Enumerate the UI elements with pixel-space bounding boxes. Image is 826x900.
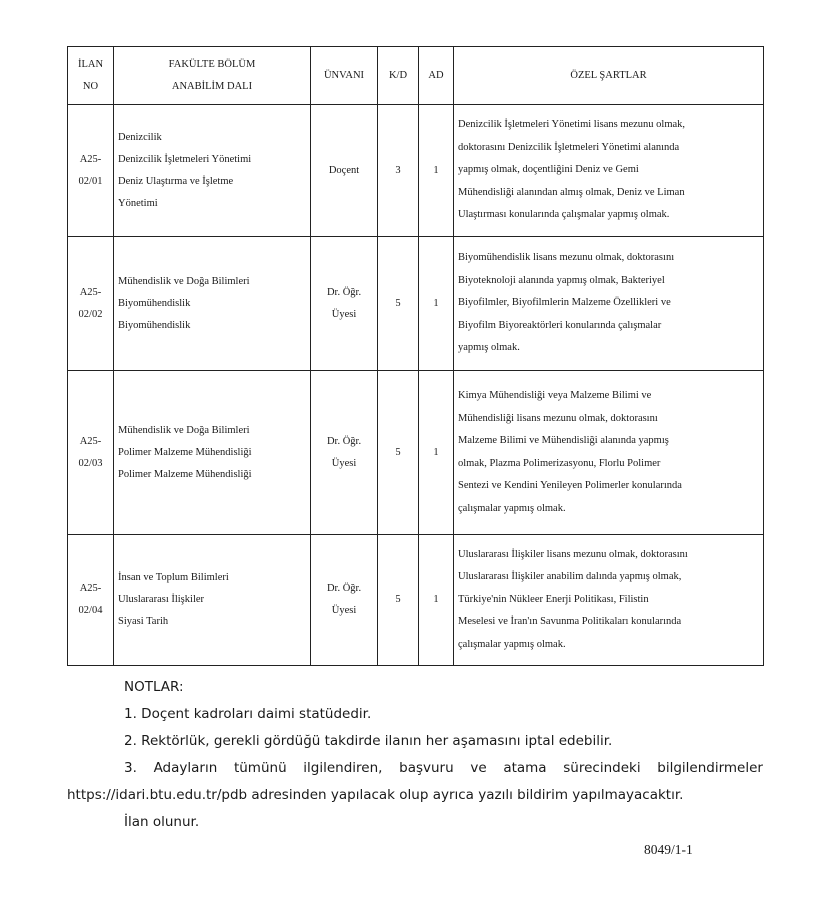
- unvan-cell: Dr. Öğr. Üyesi: [311, 371, 378, 535]
- note-1: 1. Doçent kadroları daimi statüdedir.: [124, 706, 372, 722]
- header-ilan-no: İLAN NO: [68, 47, 114, 105]
- notes-heading: NOTLAR:: [124, 679, 184, 695]
- ad-cell: 1: [419, 535, 454, 666]
- kd-cell: 5: [378, 371, 419, 535]
- header-ad: AD: [419, 47, 454, 105]
- ilan-no-cell: A25- 02/04: [68, 535, 114, 666]
- header-unvani: ÜNVANI: [311, 47, 378, 105]
- ozel-sartlar-cell: Biyomühendislik lisans mezunu olmak, doktorasını Biyoteknoloji alanında yapmış olmak, Bakteriyel Biyofilmler, Biyofilmlerin Malzeme Özellikleri ve Biyofilm Biyoreaktörleri konularında çalışmalar yapmış olmak.: [454, 237, 764, 371]
- note-3-line-2: https://idari.btu.edu.tr/pdb adresinden yapılacak olup ayrıca yazılı bildirim yapılmayacaktır.: [67, 787, 684, 803]
- fakulte-cell: Denizcilik Denizcilik İşletmeleri Yönetimi Deniz Ulaştırma ve İşletme Yönetimi: [114, 105, 311, 237]
- kd-cell: 5: [378, 237, 419, 371]
- header-kd: K/D: [378, 47, 419, 105]
- header-ozel-sartlar: ÖZEL ŞARTLAR: [454, 47, 764, 105]
- note-3-line-1: 3. Adayların tümünü ilgilendiren, başvuru ve atama sürecindeki bilgilendirmeler: [124, 760, 763, 776]
- unvan-cell: Dr. Öğr. Üyesi: [311, 535, 378, 666]
- ozel-sartlar-cell: Denizcilik İşletmeleri Yönetimi lisans mezunu olmak, doktorasını Denizcilik İşletmeleri Yönetimi alanında yapmış olmak, doçentliğini Deniz ve Gemi Mühendisliği alanından almış olmak, Deniz ve Liman Ulaştırması konularında çalışmalar yapmış olmak.: [454, 105, 764, 237]
- note-2: 2. Rektörlük, gerekli gördüğü takdirde ilanın her aşamasını iptal edebilir.: [124, 733, 613, 749]
- ad-cell: 1: [419, 371, 454, 535]
- document-number: 8049/1-1: [644, 842, 693, 857]
- ilan-no-cell: A25- 02/02: [68, 237, 114, 371]
- header-fakulte: FAKÜLTE BÖLÜM ANABİLİM DALI: [114, 47, 311, 105]
- notes-section: [67, 0, 763, 900]
- kd-cell: 5: [378, 535, 419, 666]
- ozel-sartlar-cell: Uluslararası İlişkiler lisans mezunu olmak, doktorasını Uluslararası İlişkiler anabilim dalında yapmış olmak, Türkiye'nin Nükleer Enerji Politikası, Filistin Meselesi ve İran'ın Savunma Politikaları konularında çalışmalar yapmış olmak.: [454, 535, 764, 666]
- fakulte-cell: Mühendislik ve Doğa Bilimleri Biyomühendislik Biyomühendislik: [114, 237, 311, 371]
- kd-cell: 3: [378, 105, 419, 237]
- ad-cell: 1: [419, 105, 454, 237]
- fakulte-cell: Mühendislik ve Doğa Bilimleri Polimer Malzeme Mühendisliği Polimer Malzeme Mühendisliği: [114, 371, 311, 535]
- unvan-cell: Doçent: [311, 105, 378, 237]
- ad-cell: 1: [419, 237, 454, 371]
- ozel-sartlar-cell: Kimya Mühendisliği veya Malzeme Bilimi ve Mühendisliği lisans mezunu olmak, doktorasını Malzeme Bilimi ve Mühendisliği alanında yapmış olmak, Plazma Polimerizasyonu, Florlu Polimer Sentezi ve Kendini Yenileyen Polimerler konularında çalışmalar yapmış olmak.: [454, 371, 764, 535]
- closing-line: İlan olunur.: [124, 814, 200, 830]
- fakulte-cell: İnsan ve Toplum Bilimleri Uluslararası İlişkiler Siyasi Tarih: [114, 535, 311, 666]
- ilan-no-cell: A25- 02/03: [68, 371, 114, 535]
- ilan-no-cell: A25- 02/01: [68, 105, 114, 237]
- unvan-cell: Dr. Öğr. Üyesi: [311, 237, 378, 371]
